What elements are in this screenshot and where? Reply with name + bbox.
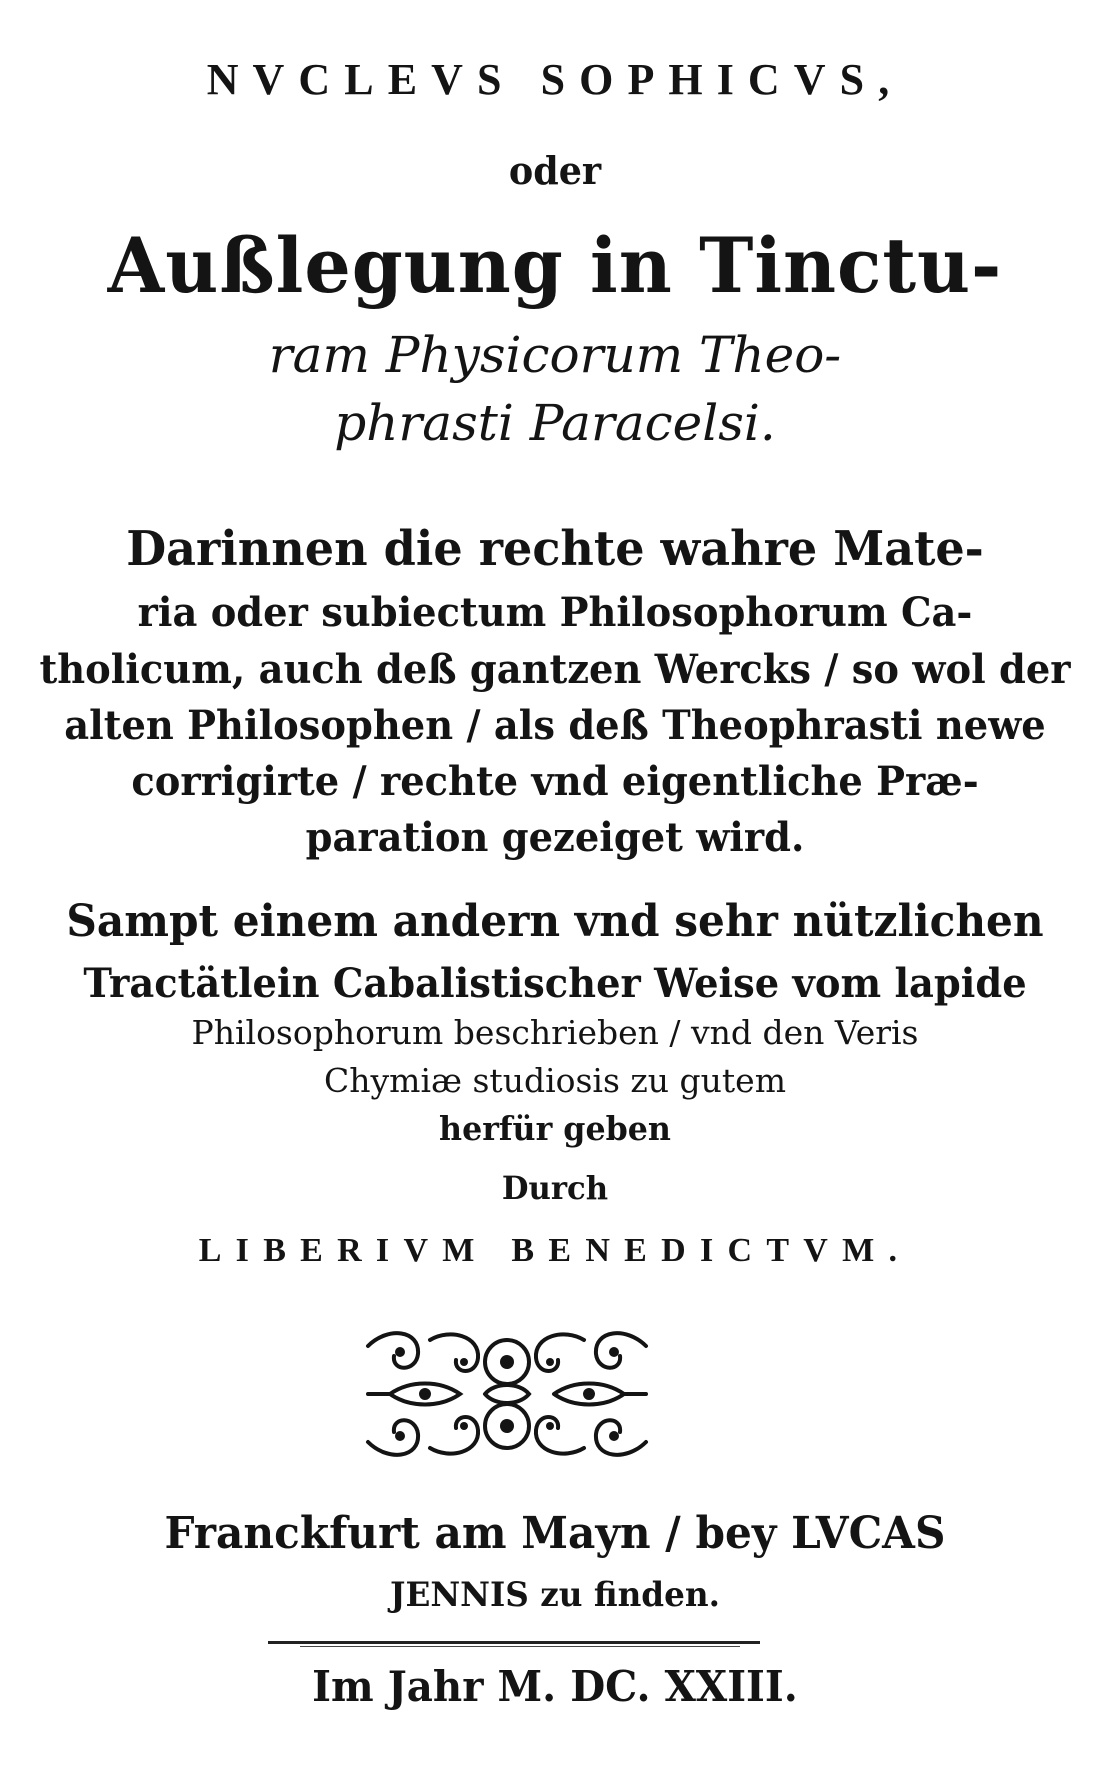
latin-title: NVCLEVS SOPHICVS, bbox=[206, 55, 904, 104]
divider-rule bbox=[268, 1641, 760, 1644]
conjunction-oder: oder bbox=[508, 148, 602, 193]
supplement-line-4: Chymiæ studiosis zu gutem bbox=[324, 1061, 786, 1100]
imprint-line-2: JENNIS zu finden. bbox=[390, 1575, 720, 1615]
description-line-5: corrigirte / rechte vnd eigentliche Præ- bbox=[131, 758, 979, 805]
author-prefix: Durch bbox=[501, 1169, 609, 1207]
supplement-line-2: Tractätlein Cabalistischer Weise vom lapide bbox=[83, 960, 1027, 1007]
supplement-line-3: Philosophorum beschrieben / vnd den Veris bbox=[191, 1013, 919, 1052]
publication-year: Im Jahr M. DC. XXIII. bbox=[312, 1662, 798, 1711]
floral-scrollwork-ornament-icon bbox=[360, 1322, 654, 1466]
main-title-line-3: phrasti Paracelsi. bbox=[334, 394, 776, 452]
supplement-line-1: Sampt einem andern vnd sehr nützlichen bbox=[66, 896, 1044, 947]
description-line-3: tholicum, auch deß gantzen Wercks / so wol der bbox=[39, 646, 1071, 693]
description-line-2: ria oder subiectum Philosophorum Ca- bbox=[137, 589, 973, 636]
divider-rule-thin bbox=[300, 1646, 740, 1647]
imprint-line-1: Franckfurt am Mayn / bey LVCAS bbox=[164, 1508, 946, 1559]
description-line-6: paration gezeiget wird. bbox=[305, 814, 805, 861]
supplement-line-5: herfür geben bbox=[439, 1109, 671, 1148]
main-title-line-1: Außlegung in Tinctu- bbox=[107, 221, 1003, 310]
main-title-line-2: ram Physicorum Theo- bbox=[268, 326, 842, 384]
description-line-1: Darinnen die rechte wahre Mate- bbox=[126, 521, 984, 577]
author-name: LIBERIVM BENEDICTVM. bbox=[198, 1232, 912, 1269]
description-line-4: alten Philosophen / als deß Theophrasti newe bbox=[64, 702, 1046, 749]
